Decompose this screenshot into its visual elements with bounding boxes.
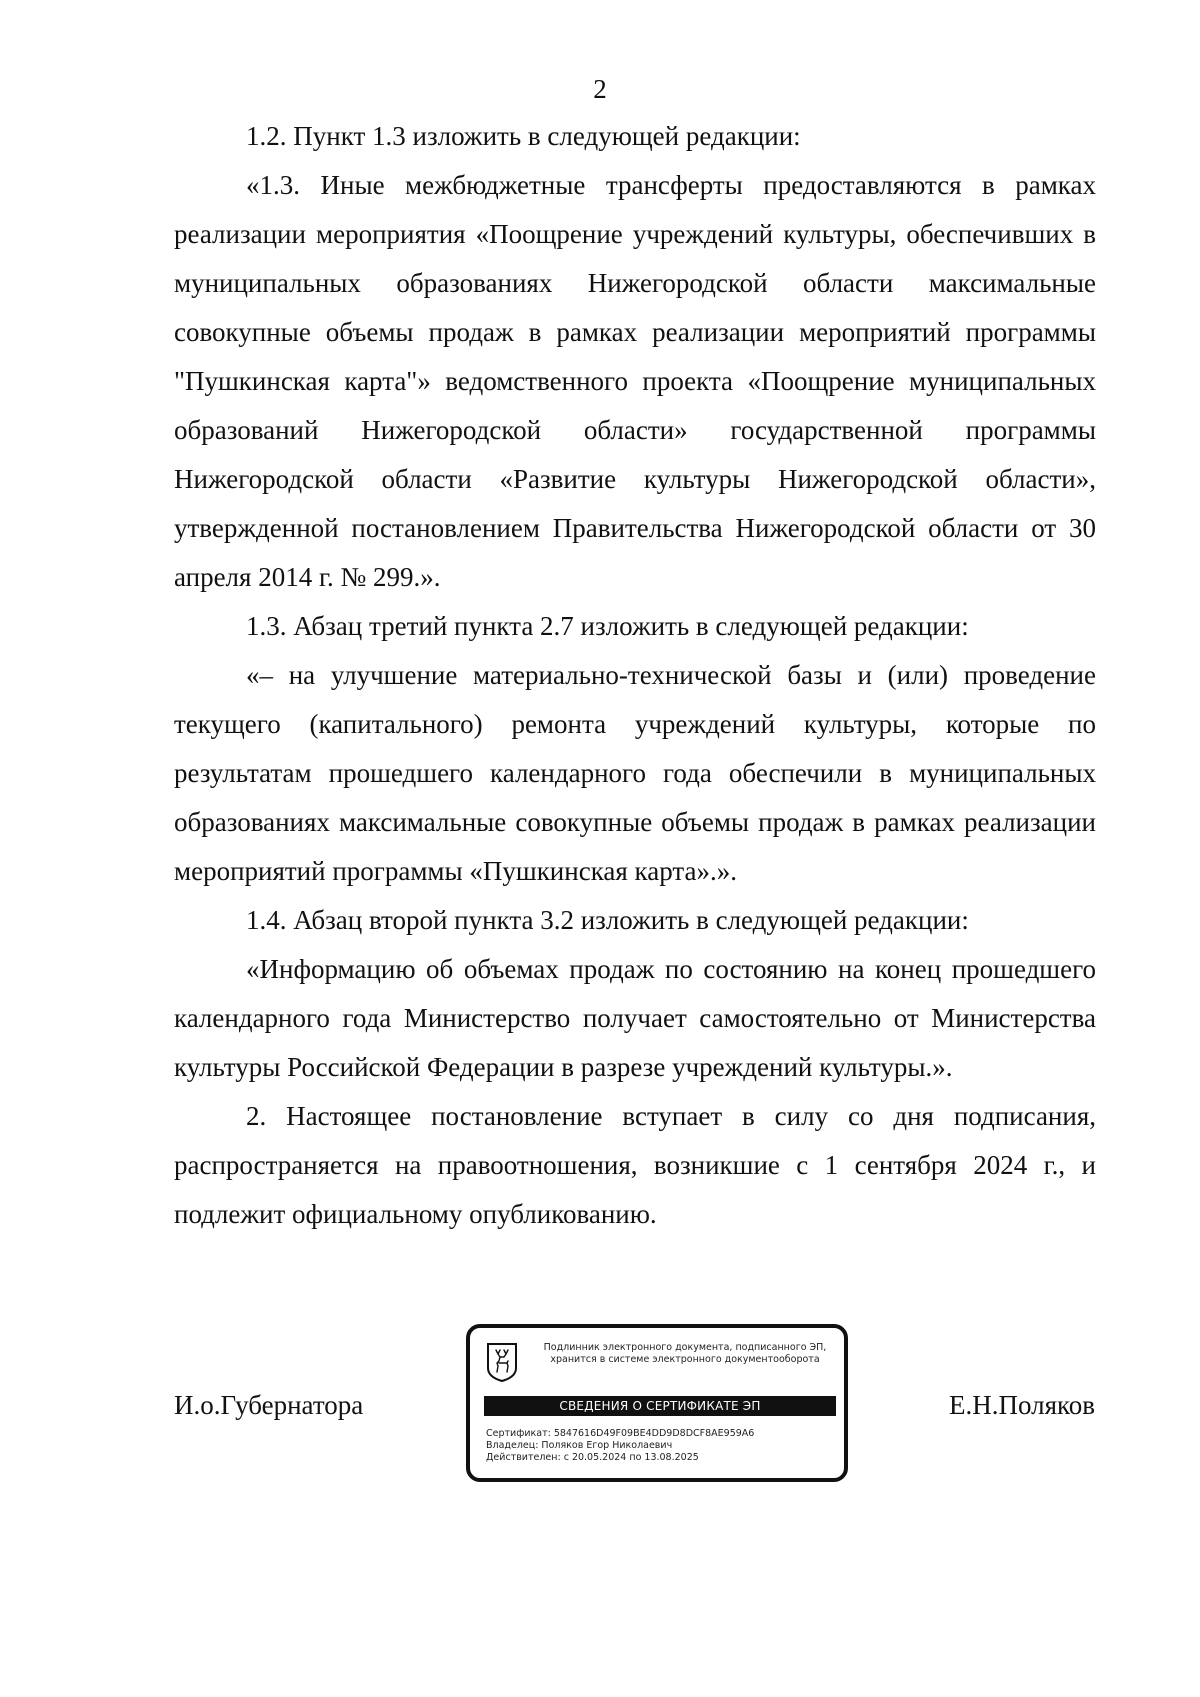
stamp-owner: Владелец: Поляков Егор Николаевич	[486, 1440, 673, 1451]
document-body	[174, 112, 1096, 1239]
paragraph-quote-1-3: «1.3. Иные межбюджетные трансферты предоставляются в рамках реализации мероприятия «Поощрение учреждений культуры, обеспечивших в муниципальных образованиях Нижегородской области максимальные совокупные объемы продаж в рамках реализации мероприятий программы "Пушкинская карта"» ведомственного проекта «Поощрение муниципальных образований Нижегородской области» государственной программы Нижегородской области «Развитие культуры Нижегородской области», утвержденной постановлением Правительства Нижегородской области от 30 апреля 2014 г. № 299.».	[174, 170, 1096, 592]
page-number: 2	[593, 74, 607, 104]
paragraph-1-3: 1.3. Абзац третий пункта 2.7 изложить в следующей редакции:	[246, 611, 969, 641]
signatory-position: И.о.Губернатора	[174, 1390, 364, 1420]
stamp-details	[486, 1428, 838, 1464]
stamp-validity: Действителен: с 20.05.2024 по 13.08.2025	[486, 1452, 699, 1463]
paragraph-quote-2-7: «– на улучшение материально-технической базы и (или) проведение текущего (капитального) ремонта учреждений культуры, которые по результатам прошедшего календарного года обеспечили в муниципальных образованиях максимальные совокупные объемы продаж в рамках реализации мероприятий программы «Пушкинская карта».».	[174, 660, 1096, 886]
paragraph-1-4: 1.4. Абзац второй пункта 3.2 изложить в следующей редакции:	[246, 905, 969, 935]
e-signature-stamp	[466, 1324, 848, 1482]
paragraph-quote-3-2: «Информацию об объемах продаж по состоянию на конец прошедшего календарного года Министерство получает самостоятельно от Министерства культуры Российской Федерации в разрезе учреждений культуры.».	[174, 954, 1096, 1082]
stamp-title-bar: СВЕДЕНИЯ О СЕРТИФИКАТЕ ЭП	[484, 1396, 836, 1416]
stamp-header-line: Подлинник электронного документа, подписанного ЭП,	[543, 1342, 827, 1353]
stamp-header-line: хранится в системе электронного документооборота	[550, 1354, 820, 1365]
stamp-certificate: Сертификат: 5847616D49F09BE4DD9D8DCF8AE959A6	[486, 1428, 755, 1439]
paragraph-1-2: 1.2. Пункт 1.3 изложить в следующей редакции:	[246, 121, 801, 151]
deer-emblem-icon	[486, 1342, 518, 1382]
paragraph-2: 2. Настоящее постановление вступает в силу со дня подписания, распространяется на правоотношения, возникшие с 1 сентября 2024 г., и подлежит официальному опубликованию.	[174, 1101, 1096, 1229]
signatory-name: Е.Н.Поляков	[948, 1390, 1095, 1420]
stamp-header	[526, 1342, 844, 1366]
